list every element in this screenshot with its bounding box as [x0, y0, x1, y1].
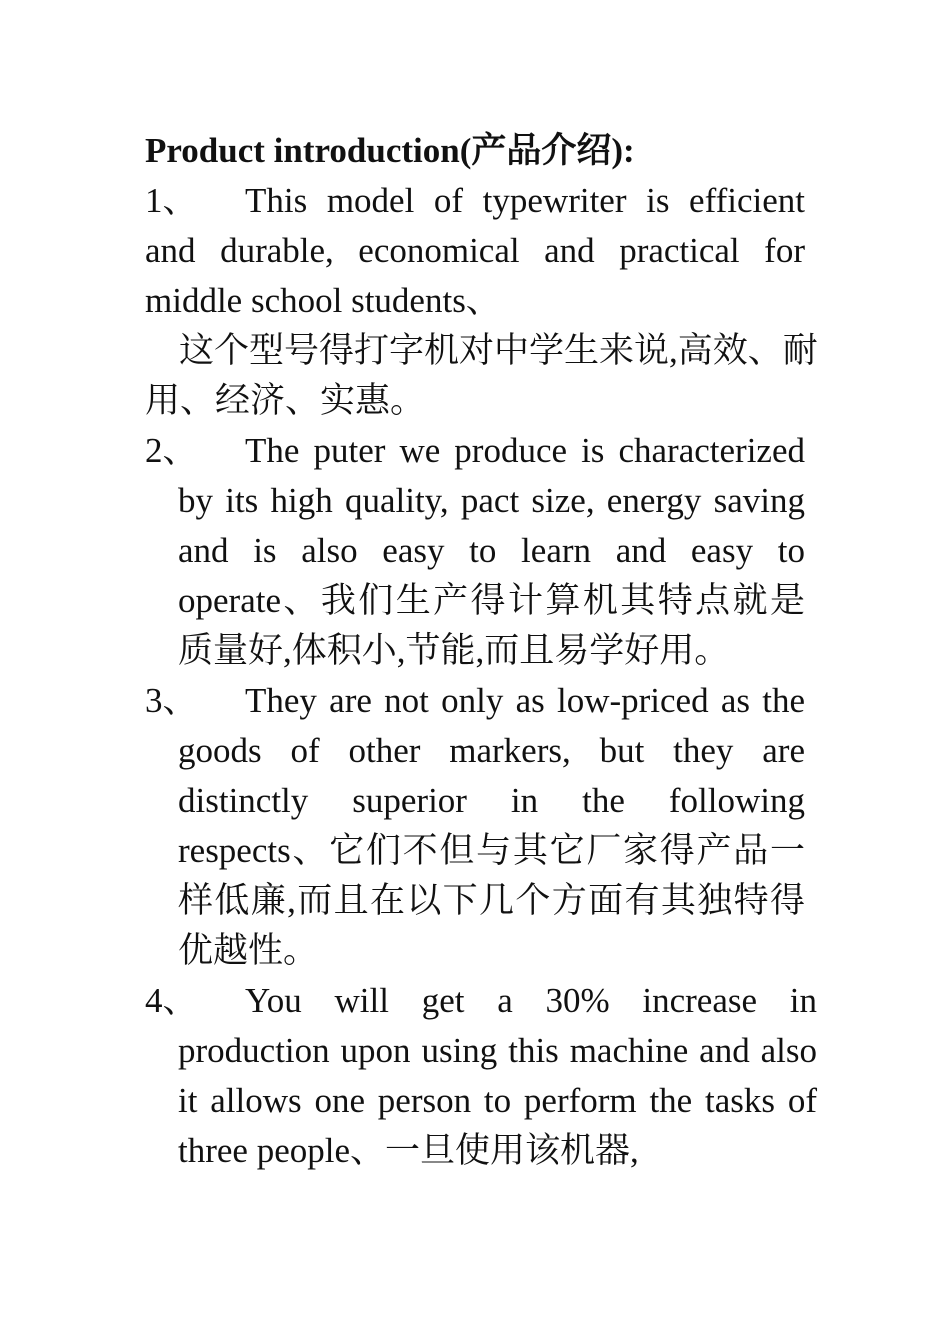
- list-item-3: [145, 676, 805, 976]
- list-item-1: [145, 176, 805, 326]
- item-number: 2、: [145, 431, 198, 470]
- list-item-2: [145, 426, 805, 676]
- item-text: They are not only as low-priced as the goods of other markers, but they are distinctly superior in the following respects、它们不但与其它厂家得产品一样低廉,而且在以下几个方面有其独特得优越性。: [178, 681, 805, 970]
- item-number: 3、: [145, 681, 198, 720]
- item-text-chinese: 这个型号得打字机对中学生来说,高效、耐用、经济、实惠。: [145, 331, 818, 420]
- item-text-english: This model of typewriter is efficient and durable, economical and practical for middle school students、: [145, 181, 805, 320]
- document-page: [145, 126, 818, 1176]
- item-number: 1、: [145, 181, 198, 220]
- section-heading: Product introduction(产品介绍):: [145, 131, 635, 170]
- item-text: You will get a 30% increase in production upon using this machine and also it allows one person to perform the tasks of three people、一旦使用该机器,: [178, 981, 817, 1170]
- list-item-4: [145, 976, 817, 1176]
- item-number: 4、: [145, 981, 198, 1020]
- item-text: The puter we produce is characterized by its high quality, pact size, energy saving and is also easy to learn and easy to operate、我们生产得计算机其特点就是质量好,体积小,节能,而且易学好用。: [178, 431, 805, 670]
